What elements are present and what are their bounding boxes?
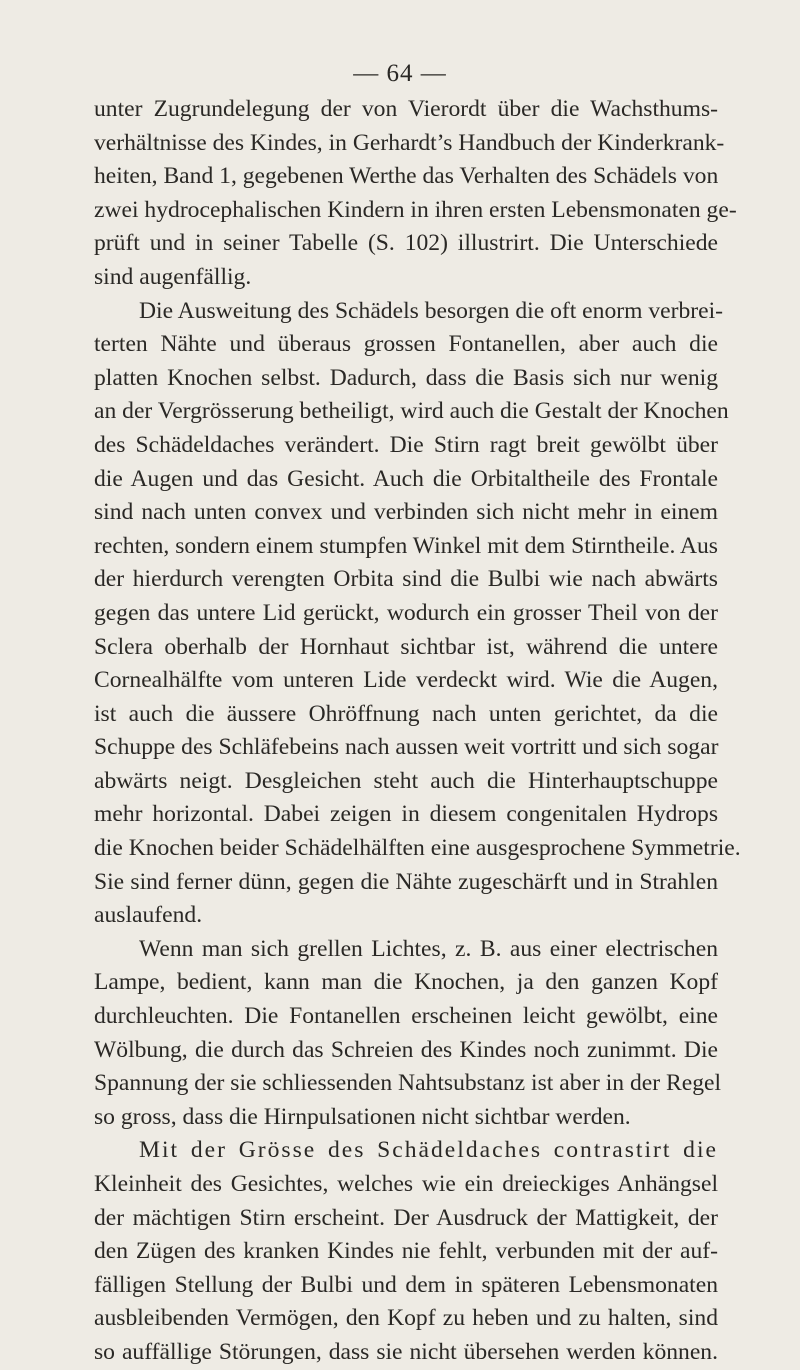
text-line: Lampe, bedient, kann man die Knochen, ja den ganzen Kopf xyxy=(94,969,718,996)
text-line: Wölbung, die durch das Schreien des Kindes noch zunimmt. Die xyxy=(94,1036,718,1063)
text-line: Sclera oberhalb der Hornhaut sichtbar ist, während die untere xyxy=(94,633,718,660)
text-line: Cornealhälfte vom unteren Lide verdeckt wird. Wie die Augen, xyxy=(94,667,718,694)
text-line: unter Zugrundelegung der von Vierordt über die Wachsthums- xyxy=(94,96,718,122)
text-line: sind nach unten convex und verbinden sich nicht mehr in einem xyxy=(94,499,718,526)
text-line: Wenn man sich grellen Lichtes, z. B. aus einer electrischen xyxy=(139,935,718,962)
text-line: Die Ausweitung des Schädels besorgen die oft enorm verbrei- xyxy=(139,297,724,324)
text-line: auslaufend. xyxy=(94,902,203,929)
text-line: an der Vergrösserung betheiligt, wird auch die Gestalt der Knochen xyxy=(94,398,729,425)
text-line: terten Nähte und überaus grossen Fontanellen, aber auch die xyxy=(94,331,718,358)
text-line: zwei hydrocephalischen Kindern in ihren ersten Lebensmonaten ge- xyxy=(94,196,737,223)
text-line: prüft und in seiner Tabelle (S. 102) illustrirt. Die Unterschiede xyxy=(94,230,718,257)
text-line: der hierdurch verengten Orbita sind die Bulbi wie nach abwärts xyxy=(94,566,718,593)
text-line: durchleuchten. Die Fontanellen erscheinen leicht gewölbt, eine xyxy=(94,1003,718,1030)
text-line: gegen das untere Lid gerückt, wodurch ein grosser Theil von der xyxy=(94,599,718,626)
text-line: heiten, Band 1, gegebenen Werthe das Verhalten des Schädels von xyxy=(94,163,719,190)
text-line: Kleinheit des Gesichtes, welches wie ein dreieckiges Anhängsel xyxy=(94,1171,718,1197)
text-line: Spannung der sie schliessenden Nahtsubstanz ist aber in der Regel xyxy=(94,1070,722,1097)
text-line: sind augenfällig. xyxy=(94,263,252,290)
text-line: die Knochen beider Schädelhälften eine ausgesprochene Symmetrie. xyxy=(94,835,741,862)
text-line: so gross, dass die Hirnpulsationen nicht sichtbar werden. xyxy=(94,1103,631,1130)
text-line: rechten, sondern einem stumpfen Winkel mit dem Stirntheile. Aus xyxy=(94,532,718,559)
text-line: den Zügen des kranken Kindes nie fehlt, verbunden mit der auf- xyxy=(94,1238,718,1265)
body-text xyxy=(94,93,741,1370)
text-line: abwärts neigt. Desgleichen steht auch die Hinterhauptschuppe xyxy=(94,767,718,794)
text-line: Mit der Grösse des Schädeldaches contrastirt die xyxy=(139,1137,718,1164)
text-line: der mächtigen Stirn erscheint. Der Ausdruck der Mattigkeit, der xyxy=(94,1204,718,1231)
text-line: die Augen und das Gesicht. Auch die Orbitaltheile des Frontale xyxy=(94,465,718,492)
text-line: ist auch die äussere Ohröffnung nach unten gerichtet, da die xyxy=(94,700,718,727)
text-line: platten Knochen selbst. Dadurch, dass die Basis sich nur wenig xyxy=(94,364,718,391)
text-line: ausbleibenden Vermögen, den Kopf zu heben und zu halten, sind xyxy=(94,1305,718,1332)
text-line: so auffällige Störungen, dass sie nicht übersehen werden können. xyxy=(94,1338,718,1365)
page-number: — 64 — xyxy=(353,60,447,87)
text-line: Sie sind ferner dünn, gegen die Nähte zugeschärft und in Strahlen xyxy=(94,868,718,895)
text-line: fälligen Stellung der Bulbi und dem in späteren Lebensmonaten xyxy=(94,1271,718,1298)
text-line: verhältnisse des Kindes, in Gerhardt’s Handbuch der Kinderkrank- xyxy=(94,129,725,156)
text-line: mehr horizontal. Dabei zeigen in diesem congenitalen Hydrops xyxy=(94,801,718,828)
text-line: des Schädeldaches verändert. Die Stirn ragt breit gewölbt über xyxy=(94,431,718,458)
text-line: Schuppe des Schläfebeins nach aussen weit vortritt und sich sogar xyxy=(94,734,719,761)
